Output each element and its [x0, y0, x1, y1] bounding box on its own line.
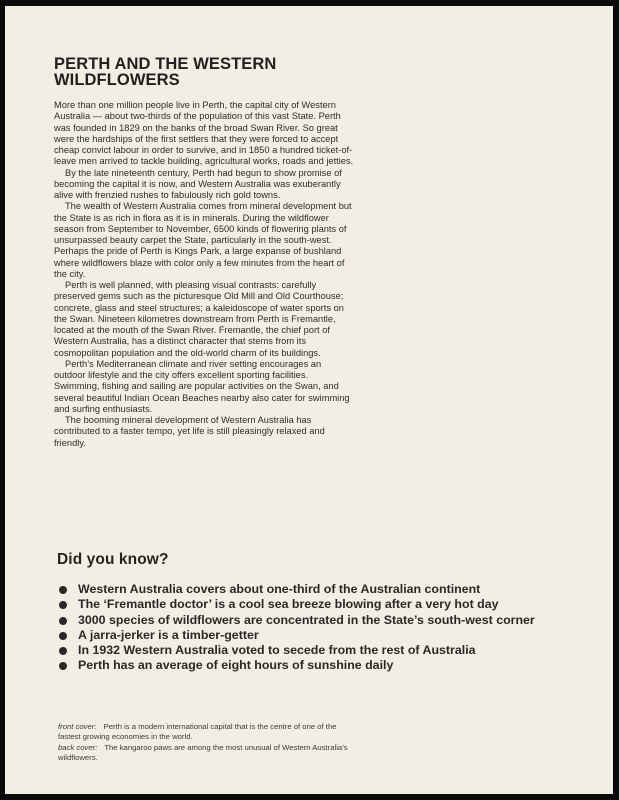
bullet-icon — [59, 647, 67, 655]
bullet-icon — [59, 632, 67, 640]
front-cover-text: Perth is a modern international capital that is the centre of one of the fastest growing economies in the world. — [58, 722, 337, 742]
page-paper — [5, 6, 613, 794]
front-cover-caption — [58, 722, 358, 743]
fact-text: Perth has an average of eight hours of sunshine daily — [78, 658, 394, 673]
fact-text: Western Australia covers about one-third of the Australian continent — [78, 582, 481, 596]
facts-list — [57, 582, 535, 674]
did-you-know-heading: Did you know? — [57, 551, 169, 568]
paragraph: The booming mineral development of Western Australia has contributed to a faster tempo, yet life is still pleasingly relaxed and friendly. — [54, 415, 325, 448]
fact-item — [57, 582, 535, 597]
page-title: PERTH AND THE WESTERN WILDFLOWERS — [54, 55, 277, 89]
back-cover-text: The kangaroo paws are among the most unusual of Western Australia’s wildflowers. — [58, 742, 348, 762]
paragraph: Perth’s Mediterranean climate and river setting encourages an outdoor lifestyle and the city offers excellent sporting facilities. Swimming, fishing and sailing are popular activities on the Swan, and several beautiful Indian Ocean Beaches nearby also cater for swimming and surfing enthusiasts. — [54, 358, 350, 414]
bullet-icon — [59, 586, 67, 594]
fact-item — [57, 658, 535, 673]
paragraph: More than one million people live in Perth, the capital city of Western Australia — about two-thirds of the population of this vast State. Perth was founded in 1829 on the banks of the broad Swan River. So great were the hardships of the first settlers that they were forced to accept cheap convict labour in order to survive, and in 1850 a hundred ticket-of-leave men arrived to tackle building, agricultural works, roads and jetties. — [54, 100, 354, 167]
fact-item — [57, 597, 535, 612]
back-cover-label: back cover: — [58, 742, 98, 752]
fact-item — [57, 643, 535, 658]
paragraph: Perth is well planned, with pleasing visual contrasts: carefully preserved gems such as the picturesque Old Mill and Old Courthouse; concrete, glass and steel structures; a kaleidoscope of water sports on the Swan. Nineteen kilometres downstream from Perth is Fremantle, located at the mouth of the Swan River. Fremantle, the chief port of Western Australia, has a distinct character that stems from its cosmopolitan population and the old-world charm of its buildings. — [54, 280, 344, 358]
back-cover-caption — [58, 743, 358, 764]
bullet-icon — [59, 601, 67, 609]
paragraph: By the late nineteenth century, Perth had begun to show promise of becoming the capital it is now, and Western Australia was exuberantly alive with frenzied rushes to fabulously rich gold towns. — [54, 167, 342, 200]
bullet-icon — [59, 617, 67, 625]
cover-captions — [58, 722, 358, 763]
fact-text: A jarra-jerker is a timber-getter — [78, 627, 259, 642]
fact-item — [57, 628, 535, 643]
fact-text: In 1932 Western Australia voted to secede from the rest of Australia — [78, 643, 476, 658]
fact-text: The ‘Fremantle doctor’ is a cool sea breeze blowing after a very hot day — [78, 597, 499, 612]
paragraph: The wealth of Western Australia comes from mineral development but the State is as rich in flora as it is in minerals. During the wildflower season from September to November, 6500 kinds of flowering plants of unsurpassed beauty carpet the State, particularly in the south-west. Perhaps the pride of Perth is Kings Park, a large expanse of bushland where wildflowers blaze with color only a few minutes from the heart of the city. — [54, 201, 352, 279]
fact-item — [57, 613, 535, 628]
bullet-icon — [59, 662, 67, 670]
fact-text: 3000 species of wildflowers are concentrated in the State’s south-west corner — [78, 612, 535, 627]
front-cover-label: front cover: — [58, 722, 97, 731]
article-body — [54, 100, 354, 449]
